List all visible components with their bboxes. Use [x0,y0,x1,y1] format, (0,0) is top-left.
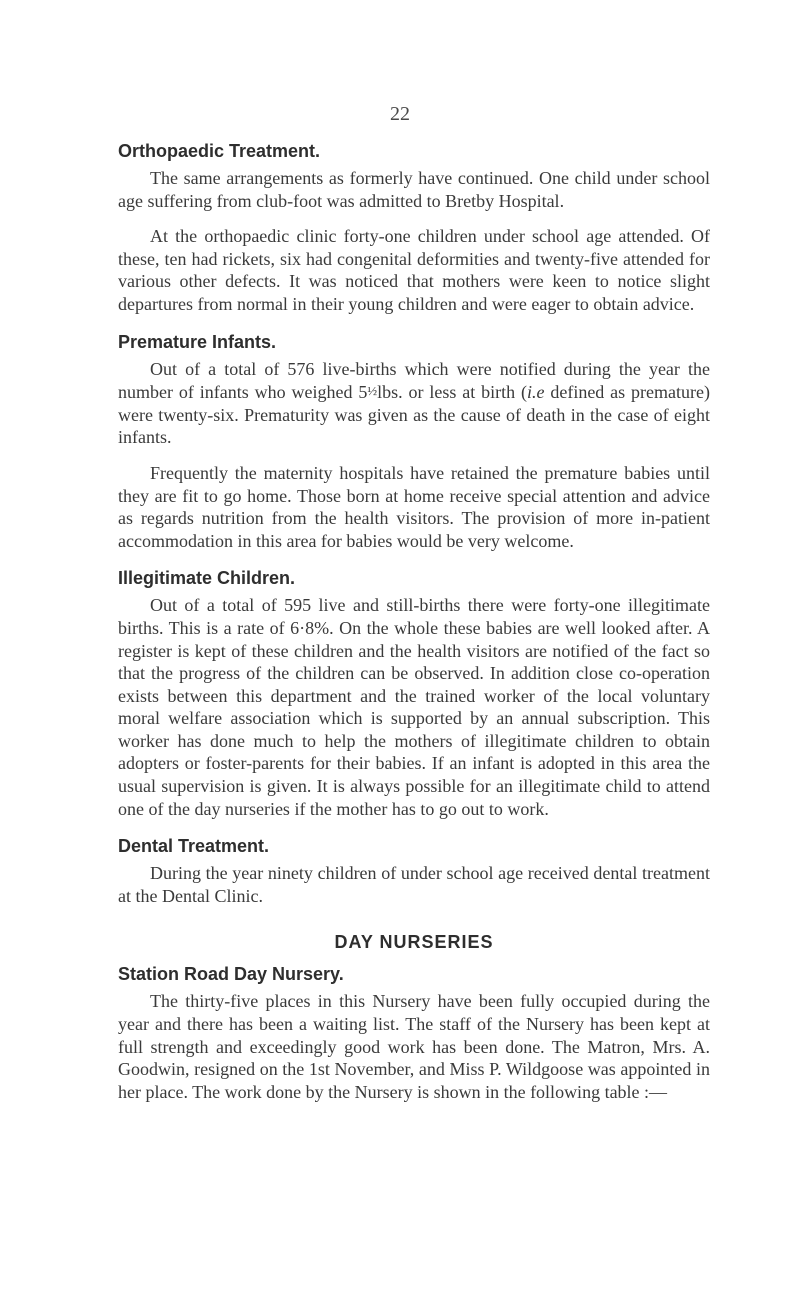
section-orthopaedic [118,138,710,316]
heading-illegitimate: Illegitimate Children. [118,568,296,589]
heading-orthopaedic: Orthopaedic Treatment. [118,141,321,161]
section-day-nurseries [118,929,710,1103]
heading-dental: Dental Treatment. [118,836,270,857]
dental-paragraph-1: During the year ninety children of under school age received dental treatment at the Dental Clinic. [118,863,710,906]
premature-paragraph-1 [118,358,710,449]
orthopaedic-paragraph-1: The same arrangements as formerly have continued. One child under school age suffering from club-foot was admitted to Bretby Hospital. [118,168,710,211]
section-premature [118,329,710,553]
heading-premature: Premature Infants. [118,331,277,352]
premature-p1-part-c: defined as premature) were twenty-six. Prematurity was given as the cause of death in the case of eight infants. [118,382,711,448]
section-illegitimate [118,565,710,820]
station-road-paragraph-1: The thirty-five places in this Nursery have been fully occupied during the year and there has been a waiting list. The staff of the Nursery has been kept at full strength and exceedingly good work has been done. The Matron, Mrs. A. Goodwin, resigned on the 1st November, and Miss P. Wildgoose was appointed in her place. The work done by the Nursery is shown in the following table :— [118,991,710,1102]
illegitimate-paragraph-1: Out of a total of 595 live and still-births there were forty-one illegitimate births. This is a rate of 6·8%. On the whole these babies are well looked after. A register is kept of these children and the health visitors are notified of the fact so that the progress of the children can be observed. In addition close co-operation exists between this department and the trained worker of the local voluntary moral welfare association which is supported by an annual subscription. This worker has done much to help the mothers of illegitimate children to obtain adopters or foster-parents for their babies. If an infant is adopted in this area the usual supervision is given. It is always possible for an illegitimate child to attend one of the day nurseries if the mother has to go out to work. [118,595,710,819]
premature-p1-part-b: lbs. or less at birth ( [377,382,527,403]
section-dental [118,833,710,907]
page-number: 22 [390,103,410,125]
premature-paragraph-2: Frequently the maternity hospitals have retained the premature babies until they are fit to go home. Those born at home receive special attention and advice as regards nutrition from the health visitors. The provision of more in-patient accommodation in this area for babies would be very welcome. [118,462,710,551]
ie-abbreviation: i.e [526,382,545,403]
day-nurseries-title: DAY NURSERIES [334,932,494,953]
page-content [118,138,710,1116]
fraction-half: ½ [367,383,378,399]
premature-p1-part-a: Out of a total of 576 live-births which were notified during the year the number of infants who weighed 5 [118,358,710,403]
heading-station-road: Station Road Day Nursery. [118,964,344,985]
orthopaedic-paragraph-2: At the orthopaedic clinic forty-one children under school age attended. Of these, ten had rickets, six had congenital deformities and twenty-five attended for various other defects. It was noticed that mothers were keen to notice slight departures from normal in their young children and were eager to obtain advice. [118,226,710,314]
